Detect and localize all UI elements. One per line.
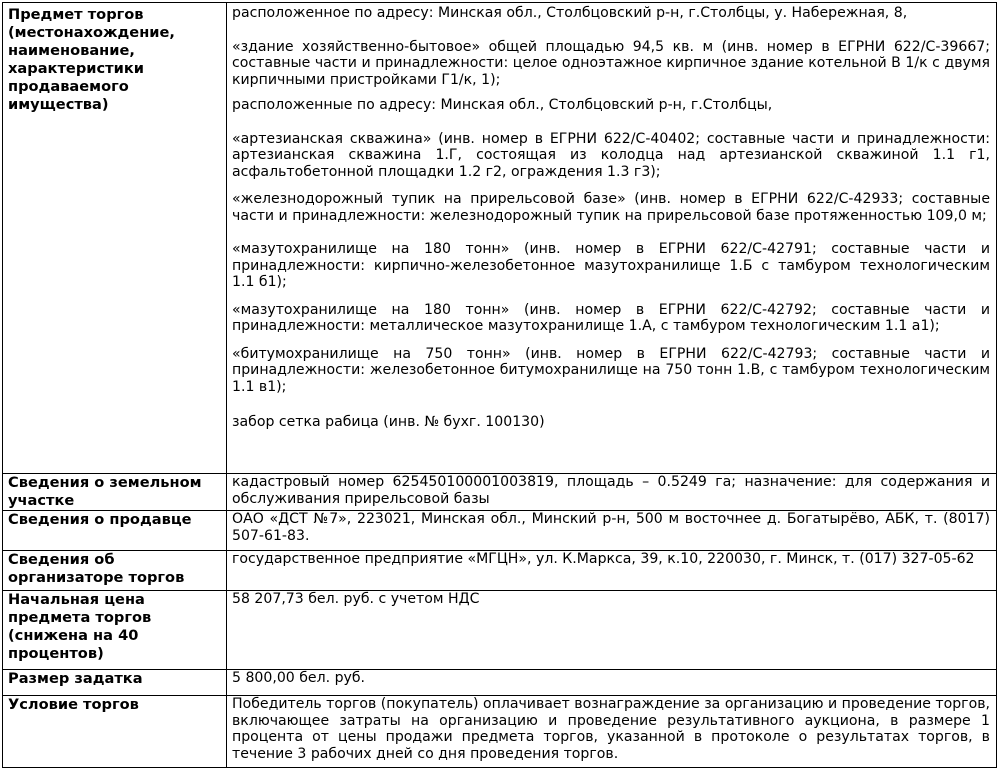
auction-details-table bbox=[2, 2, 997, 768]
row-label: Сведения об организаторе торгов bbox=[3, 551, 227, 591]
row-label: Сведения о земельном участке bbox=[3, 474, 227, 511]
paragraph-address-1: расположенное по адресу: Минская обл., Столбцовский р-н, г.Столбцы, у. Набережная, 8, bbox=[232, 5, 908, 21]
row-label: Условие торгов bbox=[3, 696, 227, 768]
row-label: Начальная цена предмета торгов (снижена на 40 процентов) bbox=[3, 591, 227, 670]
row-label: Предмет торгов (местонахождение, наименование, характеристики продаваемого имущества) bbox=[3, 3, 227, 474]
row-label: Размер задатка bbox=[3, 670, 227, 696]
table-row-conditions bbox=[3, 696, 997, 768]
row-value: 5 800,00 бел. руб. bbox=[227, 670, 997, 696]
paragraph-bitumen-storage: «битумохранилище на 750 тонн» (инв. номер в ЕГРНИ 622/С-42793; составные части и принадлежности: железобетонное битумохранилище на 750 тонн 1.В, с тамбуром технологическим 1.1 в1); bbox=[232, 345, 990, 395]
row-value: ОАО «ДСТ №7», 223021, Минская обл., Минский р-н, 500 м восточнее д. Богатырёво, АБК, т. (8017) 507-61-83. bbox=[227, 511, 997, 551]
table-row-subject bbox=[3, 3, 997, 474]
row-value: государственное предприятие «МГЦН», ул. К.Маркса, 39, к.10, 220030, г. Минск, т. (017) 327-05-62 bbox=[227, 551, 997, 591]
row-value: 58 207,73 бел. руб. с учетом НДС bbox=[227, 591, 997, 670]
row-value: Победитель торгов (покупатель) оплачивает вознаграждение за организацию и проведение торгов, включающее затраты на организацию и проведение результативного аукциона, в размере 1 процента от цены продажи предмета торгов, указанной в протоколе о результатах торгов, в течение 3 рабочих дней со дня проведения торгов. bbox=[227, 696, 997, 768]
table-row-start-price bbox=[3, 591, 997, 670]
table-row-organizer bbox=[3, 551, 997, 591]
table-row-land bbox=[3, 474, 997, 511]
paragraph-building: «здание хозяйственно-бытовое» общей площадью 94,5 кв. м (инв. номер в ЕГРНИ 622/С-39667; составные части и принадлежности: целое одноэтажное кирпичное здание котельной В 1/к с двумя кирпичными пристройками Г1/к, 1); bbox=[232, 38, 990, 88]
row-value: кадастровый номер 625450100001003819, площадь – 0.5249 га; назначение: для содержания и обслуживания прирельсовой базы bbox=[227, 474, 997, 511]
paragraph-fence: забор сетка рабица (инв. № бухг. 100130) bbox=[232, 414, 545, 430]
paragraph-well: «артезианская скважина» (инв. номер в ЕГРНИ 622/С-40402; составные части и принадлежности: артезианская скважина 1.Г, состоящая из колодца над артезианской скважиной 1.1 г1, асфальтобетонной площадки 1.2 г2, ограждения 1.3 г3); bbox=[232, 130, 990, 180]
row-value bbox=[227, 3, 997, 474]
table-row-seller bbox=[3, 511, 997, 551]
paragraph-fuel-storage-2: «мазутохранилище на 180 тонн» (инв. номер в ЕГРНИ 622/С-42792; составные части и принадлежности: металлическое мазутохранилище 1.А, с тамбуром технологическим 1.1 а1); bbox=[232, 301, 990, 334]
paragraph-railway: «железнодорожный тупик на прирельсовой базе» (инв. номер в ЕГРНИ 622/С-42933; составные части и принадлежности: железнодорожный тупик на прирельсовой базе протяженностью 109,0 м; bbox=[232, 191, 990, 224]
paragraph-address-2: расположенные по адресу: Минская обл., Столбцовский р-н, г.Столбцы, bbox=[232, 97, 773, 113]
table-row-deposit bbox=[3, 670, 997, 696]
row-label: Сведения о продавце bbox=[3, 511, 227, 551]
paragraph-fuel-storage-1: «мазутохранилище на 180 тонн» (инв. номер в ЕГРНИ 622/С-42791; составные части и принадлежности: кирпично-железобетонное мазутохранилище 1.Б с тамбуром технологическим 1.1 б1); bbox=[232, 241, 990, 290]
